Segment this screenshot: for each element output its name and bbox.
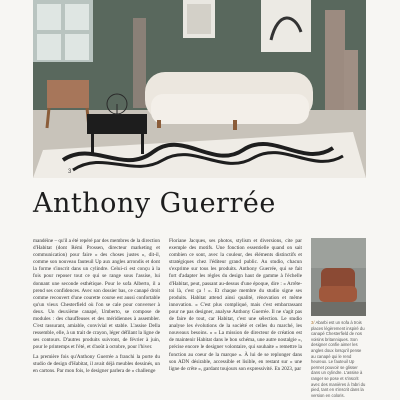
sidebar-photo [311, 238, 366, 316]
armchair-illustration [311, 238, 366, 316]
article-title: Anthony Guerrée [33, 188, 276, 219]
caption-number: 3/ [311, 320, 315, 325]
paragraph: mandéine – qu'il a été repéré par des membres de la direction d'Habitat (dont Rémi Prossen, directeur marketing et communication) pour faire « des choses justes », dit-il, comme son nouveau fauteuil Up aux angles arrondis et dont la forme s'inscrit dans un cylindre. Celui-ci est conçu à la fois pour reposer tout ce qui se range sous l'assise, lui donnant une seconde esthétique. Pour le sofa Alberto, il a prend ses confidences. Avec son dossier bas, ce canapé droit comme recouvert d'une courette course est aussi confortable qu'un vieux Chesterfield où l'on se cale pour converser à deux. Un deuxième canapé, Umberto, se compose de modules : des chauffeuses et des méridiennes à assembler. C'est rassurant, amiable, convivial et stable. L'assise Della ressemble, elle, à un trait de crayon, léger défilant la ligne de ses contours. D'autres produits suivront, de février à juin, pour le printemps et l'été, et d'août à octobre, pour l'hiver. [33, 238, 160, 351]
paragraph: La première fois qu'Anthony Guerrée a franchi la porte du studio de design d'Habitat, il avait déjà meubles dessinés, un en cartons. Par mon fois, le designer parlera de « challenge [33, 353, 160, 374]
page-number: 3 [68, 169, 72, 175]
living-room-illustration [33, 0, 366, 178]
paragraph: Floriane Jacques, ses photos, stylism et diversions, cite par exemple des motifs. Une fonction essentielle quand on sait combien ce sont, avec la couleur, des éléments distinctifs et stratégiques chez l'éditeur grand public. Au studio, chacun s'exprime sur tous les produits. Anthony Guerrée, qui se fait fort d'adapter les règles du design haut de gamme à l'échelle d'Habitat, peut, passant au-dessus d'une époque, dire : « Arrête-toi là, c'est ça ! ». Et chaque membre du studio signe ses produits. Habitat attend ainsi qualité, rénovation et même innovation. « C'est plus compliqué, mais c'est embarrassant pour ne pas designer, analyse Anthony Guerrée. Il ne s'agit pas de faire de tout, car Habitat, c'est une sélection. Le studio analyse les évolutions de la société et celles du marché, les nouveaux besoins. » « La mission de directeur de création est de maintenir Habitat dans le bon schéma, une autre nostalgie », précise encore le designer volontaire, qui souhaite « remettre la fonction au coeur de la marque ». À lui de se replonger dans son ADN désirable, accessible et lisible, en restant sur « une ligne de crête », gardant toujours son expressivité. En 2023, par [169, 238, 302, 372]
article-column-2 [169, 238, 302, 375]
photo-caption [311, 320, 367, 398]
hero-photo [33, 0, 366, 178]
caption-text: Abarbi est un sofa à trois places légèrement inspiré du canapé Chesterfield de nos voisins britanniques. Son designer confie aimer les angles doux lorsqu'il pense au canapé qui le rend heureux. Le fauteuil Up permet pouvoir se glisser dans un cylindre. L'assise à ranger se pose et s'inscrit avec des manières à l'abri du pied, tant en s'inscrit dans la version en coloris. [311, 320, 366, 398]
article-column-1 [33, 238, 160, 377]
